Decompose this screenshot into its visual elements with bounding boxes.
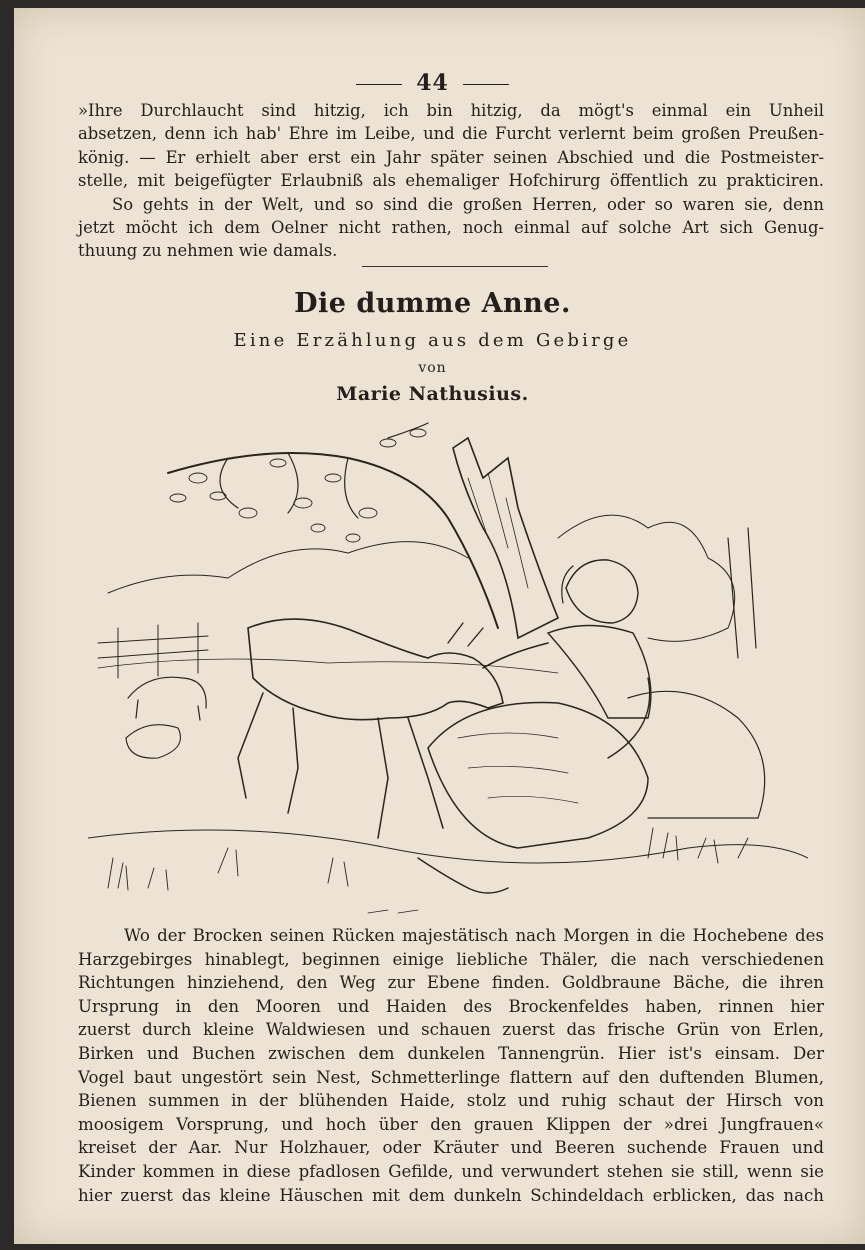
page-number-text: 44 (416, 70, 449, 96)
girl-head (566, 560, 638, 623)
overhanging-branch (168, 453, 498, 628)
story-author: Marie Nathusius. (336, 383, 529, 405)
folio-dash-right (463, 84, 509, 85)
engraving-illustration (88, 418, 808, 918)
text-line: moosigem Vorsprung, und hoch über den grauen Klippen der »drei Jungfrauen« (78, 1114, 824, 1134)
text-line: Vogel baut ungestört sein Nest, Schmetterlinge flattern auf den duftenden Blumen, (78, 1067, 824, 1087)
body-paragraph (78, 924, 824, 1207)
text-line: absetzen, denn ich hab' Ehre im Leibe, und die Furcht verlernt beim großen Preußen- (78, 124, 824, 144)
byline-von: von (418, 360, 447, 376)
story-title: Die dumme Anne. (294, 288, 571, 319)
text-line: Kinder kommen in diese pfadlosen Gefilde, und verwundert stehen sie still, wenn sie (78, 1161, 824, 1181)
text-line: stelle, mit beigefügter Erlaubniß als ehemaliger Hofchirurg öffentlich zu prakticiren. (78, 171, 824, 191)
text-line: »Ihre Durchlaucht sind hitzig, ich bin hitzig, da mögt's einmal ein Unheil (78, 101, 824, 120)
fence (98, 623, 208, 678)
text-line: zuerst durch kleine Waldwiesen und schauen zuerst das frische Grün von Erlen, (78, 1020, 824, 1040)
deer-body (248, 619, 503, 720)
top-paragraph (78, 99, 824, 263)
girl-feet (418, 858, 508, 893)
section-divider (362, 266, 548, 267)
text-line: Bienen summen in der blühenden Haide, stolz und ruhig schaut der Hirsch von (78, 1091, 824, 1111)
resting-sheep (126, 725, 181, 759)
text-line: könig. — Er erhielt aber erst ein Jahr später seinen Abschied und die Postmeister- (78, 147, 824, 167)
grass (108, 828, 748, 890)
page-number (0, 70, 865, 96)
rock (628, 691, 765, 818)
text-line: jetzt möcht ich dem Oelner nicht rathen, noch einmal auf solche Art sich Genug- (78, 218, 824, 238)
text-line: So gehts in der Welt, und so sind die großen Herren, oder so waren sie, denn (112, 194, 824, 214)
ground-line (88, 830, 808, 863)
bush (558, 515, 735, 641)
signature-mark (368, 910, 418, 913)
text-line: kreiset der Aar. Nur Holzhauer, oder Kräuter und Beeren suchende Frauen und (78, 1138, 824, 1158)
folio-dash-left (356, 84, 402, 85)
text-line: Birken und Buchen zwischen dem dunkelen Tannengrün. Hier ist's einsam. Der (78, 1043, 824, 1063)
text-line: Harzgebirges hinablegt, beginnen einige liebliche Thäler, die nach verschiedenen (78, 949, 824, 969)
distant-cow (128, 677, 206, 720)
girl-skirt (428, 703, 648, 848)
text-line: Wo der Brocken seinen Rücken majestätisch nach Morgen in die Hochebene des (124, 926, 824, 945)
hill-line (108, 542, 468, 593)
text-line: thuung zu nehmen wie damals. (78, 241, 338, 261)
deer-ears (448, 623, 483, 646)
text-line: hier zuerst das kleine Häuschen mit dem dunkeln Schindeldach erblicken, das nach (78, 1185, 824, 1205)
text-line: Richtungen hinziehend, den Weg zur Ebene finden. Goldbraune Bäche, die ihren (78, 973, 824, 993)
right-tree (728, 528, 756, 658)
girl-arm-petting (483, 643, 548, 668)
deer-legs (238, 693, 443, 838)
story-subtitle: Eine Erzählung aus dem Gebirge (233, 330, 632, 351)
text-line: Ursprung in den Mooren und Haiden des Brockenfeldes haben, rinnen hier (78, 996, 824, 1016)
